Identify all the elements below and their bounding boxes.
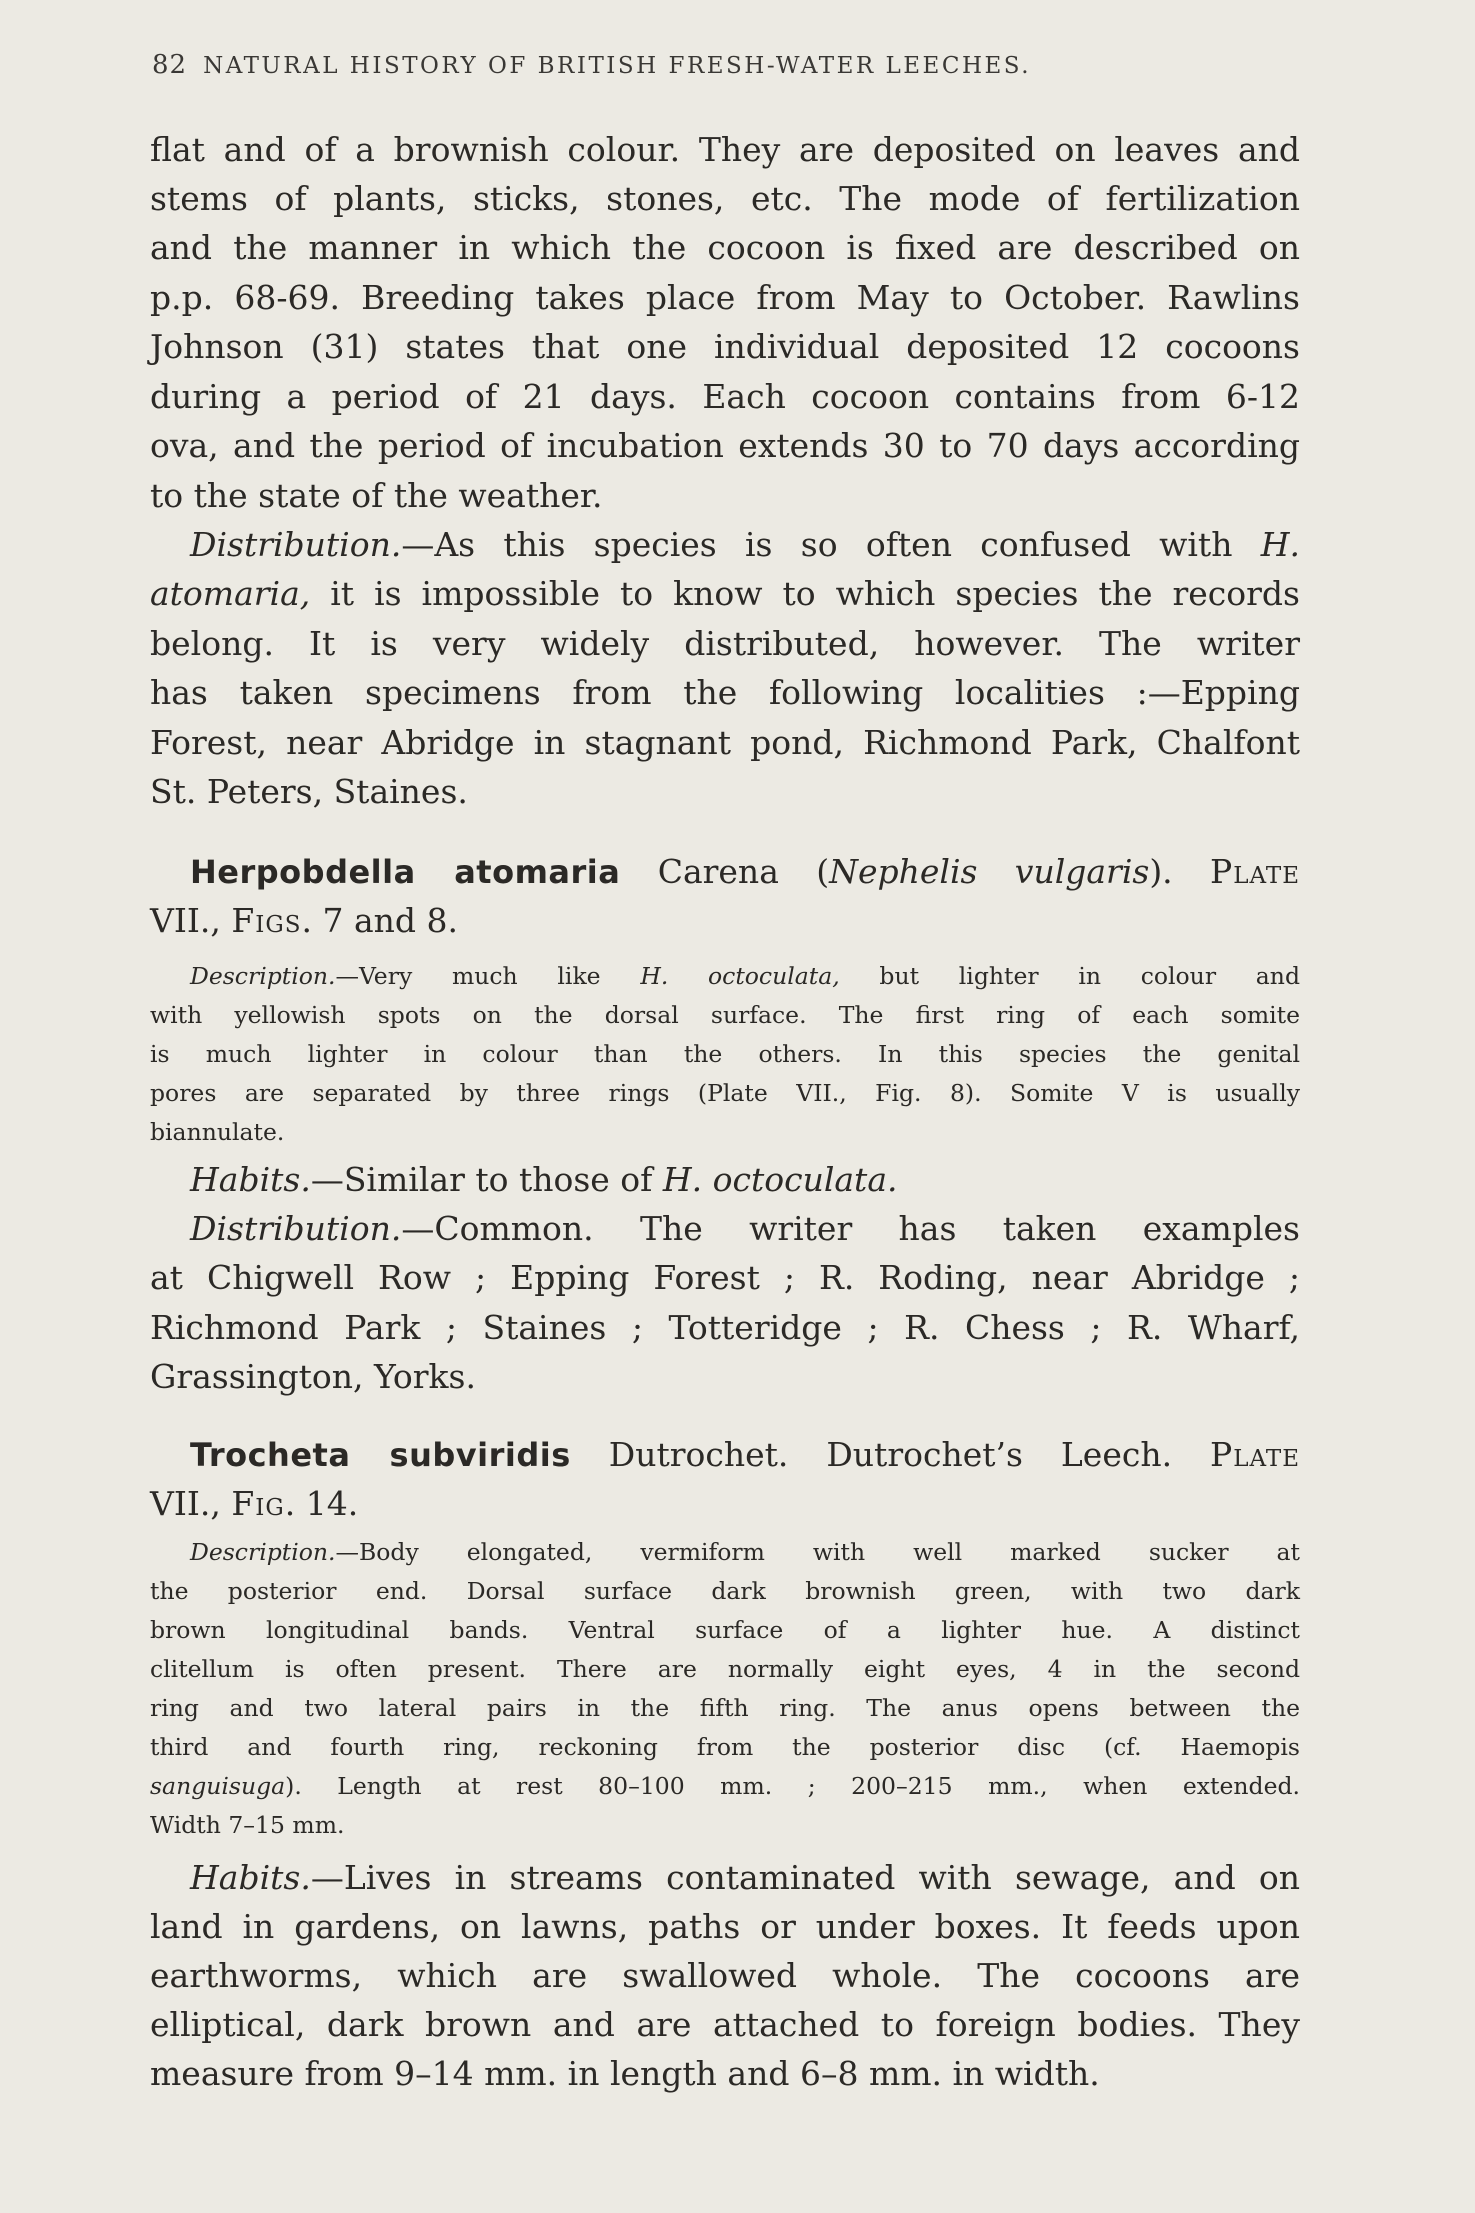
text-span: . 7 and 8. [301,901,458,940]
text-span: —As this species is so often confused with [401,525,1261,564]
text-span: —Lives in streams contaminated with sewage, and on [310,1858,1300,1897]
text-line: Grassington, Yorks. [150,1357,476,1396]
text-span: Dutrochet. Dutrochet’s Leech. [570,1435,1211,1474]
text-line: at Chigwell Row ; Epping Forest ; R. Roding, near Abridge ; [150,1258,1300,1297]
text-line: p.p. 68-69. Breeding takes place from May to October. Rawlins [150,278,1300,317]
species-heading [190,852,1300,891]
text-line: biannulate. [150,1118,285,1146]
section-label: Distribution. [190,525,402,564]
habits-line [190,1858,1300,1897]
italic-span: H. octoculata. [662,1160,898,1199]
italic-span: atomaria, [150,574,311,613]
text-span: . 14. [284,1484,359,1523]
species-heading-line2 [150,901,1300,940]
text-line: is much lighter in colour than the others. In this species the genital [150,1040,1300,1068]
text-line: and the manner in which the cocoon is fixed are described on [150,228,1300,267]
text-line: Forest, near Abridge in stagnant pond, Richmond Park, Chalfont [150,723,1300,762]
text-line: the posterior end. Dorsal surface dark brownish green, with two dark [150,1577,1300,1605]
species-heading-line2 [150,1484,1300,1523]
species-name: Trocheta subviridis [190,1436,571,1474]
text-span: Carena ( [620,852,830,891]
distribution-line [150,574,1300,613]
species-name: Herpobdella atomaria [190,853,621,891]
running-header [152,50,1031,80]
text-line: brown longitudinal bands. Ventral surface of a lighter hue. A distinct [150,1616,1300,1644]
text-line: St. Peters, Staines. [150,772,468,811]
text-line: elliptical, dark brown and are attached to foreign bodies. They [150,2005,1300,2044]
text-line: during a period of 21 days. Each cocoon contains from 6-12 [150,377,1300,416]
text-span: ). Length at rest 80–100 mm. ; 200–215 mm., when extended. [285,1772,1300,1800]
text-span: it is impossible to know to which species the records [310,574,1300,613]
section-label: Description. [190,962,336,990]
italic-span: H. octoculata, [640,962,840,990]
species-heading [190,1435,1300,1474]
text-span: —Very much like [335,962,641,990]
text-span: VII., [150,901,232,940]
italic-span: H. [1260,525,1300,564]
description-line [190,1538,1300,1566]
text-line: to the state of the weather. [150,476,603,515]
text-line: ova, and the period of incubation extends 30 to 70 days according [150,426,1300,465]
text-span: VII., [150,1484,232,1523]
text-span: —Similar to those of [310,1160,663,1199]
text-line: measure from 9–14 mm. in length and 6–8 mm. in width. [150,2054,1100,2093]
text-line: stems of plants, sticks, stones, etc. The mode of fertilization [150,179,1300,218]
description-line [150,1772,1300,1800]
text-line: land in gardens, on lawns, paths or under boxes. It feeds upon [150,1907,1300,1946]
text-line: has taken specimens from the following localities :—Epping [150,673,1300,712]
plate-ref: Plate [1210,1435,1301,1474]
text-span: —Common. The writer has taken examples [401,1209,1300,1248]
italic-span: Nephelis vulgaris [829,852,1150,891]
text-line: ring and two lateral pairs in the fifth ring. The anus opens between the [150,1694,1300,1722]
text-line: Johnson (31) states that one individual deposited 12 cocoons [150,327,1300,366]
section-label: Habits. [190,1858,311,1897]
text-line: pores are separated by three rings (Plate VII., Fig. 8). Somite V is usually [150,1079,1300,1107]
text-line: third and fourth ring, reckoning from the posterior disc (cf. Haemopis [150,1733,1300,1761]
text-line: Width 7–15 mm. [150,1811,345,1839]
text-span: but lighter in colour and [839,962,1300,990]
plate-ref: Plate [1210,852,1300,891]
figure-ref: Figs [231,901,302,940]
italic-span: sanguisuga [150,1772,286,1800]
section-label: Distribution. [190,1209,402,1248]
distribution-line [190,1209,1300,1248]
page-number: 82 [152,50,188,80]
text-line: earthworms, which are swallowed whole. The cocoons are [150,1956,1300,1995]
text-line: with yellowish spots on the dorsal surface. The first ring of each somite [150,1001,1300,1029]
distribution-line [190,525,1300,564]
text-span: —Body elongated, vermiform with well marked sucker at [335,1538,1300,1566]
text-span: ). [1149,852,1211,891]
text-line: belong. It is very widely distributed, however. The writer [150,624,1300,663]
figure-ref: Fig [231,1484,285,1523]
text-line: clitellum is often present. There are normally eight eyes, 4 in the second [150,1655,1300,1683]
description-line [190,962,1300,990]
section-label: Description. [190,1538,336,1566]
text-line: Richmond Park ; Staines ; Totteridge ; R. Chess ; R. Wharf, [150,1308,1300,1347]
running-title: NATURAL HISTORY OF BRITISH FRESH-WATER LEECHES. [203,53,1032,79]
habits-line [190,1160,1300,1199]
section-label: Habits. [190,1160,311,1199]
text-line: flat and of a brownish colour. They are deposited on leaves and [150,130,1300,169]
